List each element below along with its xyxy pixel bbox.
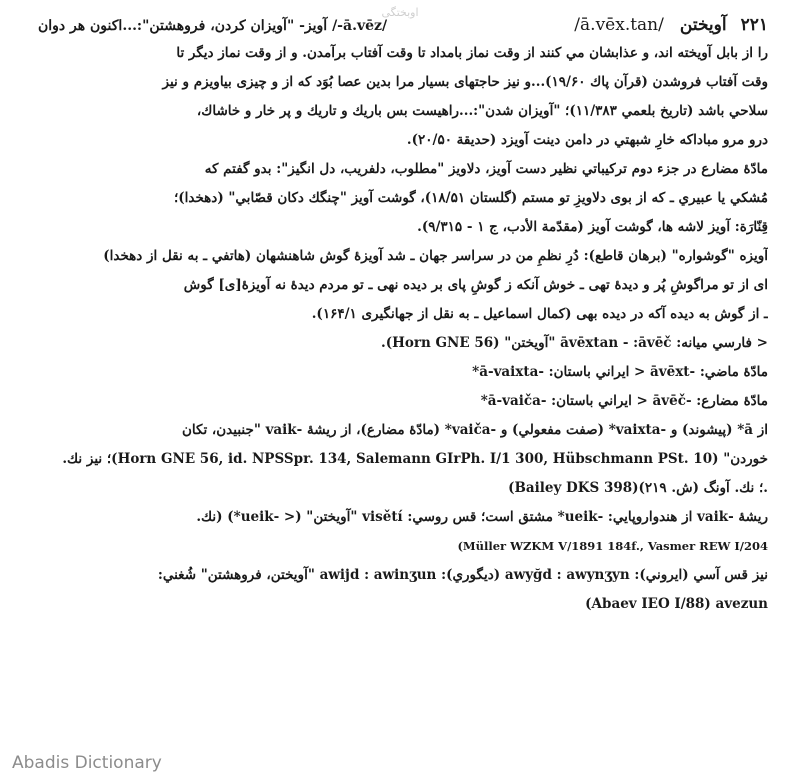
entry-line: سلاحي باشد (تاريخ بلعمي ۱۱/۳۸۳)؛ "آويزان شدن":...راهيست بس باريك و تاريك و پر خار و خاشاك، <box>196 103 768 119</box>
entry-line: آويزه "گوشواره" (برهان قاطع): دُرِ نظمِ من در سراسر جهان ـ شد آويزهٔ گوش شاهنشهان (هاتفي ـ به نقل از دهخدا) <box>103 248 768 264</box>
entry-line: اى از تو مراگوشِ پُر و ديدهٔ تهى ـ خوش آنكه ز گوشِ پاى بر ديده نهى ـ تو مردم ديدهٔ نه آويزهٔ[ى] گوش <box>183 277 768 293</box>
entry-header <box>38 12 768 39</box>
entry-line: نيز قس آسي (ايروني): awyğd : awynʒyn (ديگوري): awijd : awinʒun "آويختن، فروهشتن" شُغني: <box>157 567 768 583</box>
entry-line: (Bailey DKS 398)؛ نك. آونگ (ش. ۲۱۹). <box>508 480 768 496</box>
header-right <box>564 12 768 38</box>
entry-line: مادّهٔ ماضي: -āvēxt < ايراني باستان: -ā-vaixta* <box>472 364 768 380</box>
entry-line: (Müller WZKM V/1891 184f., Vasmer REW I/204 <box>457 539 768 553</box>
entry-line: مُشكي يا عبيري ـ كه از بوى دلاويزِ تو مستم (گلستان ۱۸/۵۱)، گوشت آويز "چنگك دكان قصّابي" (دهخدا)؛ <box>173 190 768 206</box>
entry-line: < فارسي ميانه: āvēxtan - :āvēč "آويختن" (Horn GNE 56). <box>381 335 768 351</box>
entry-line: (Abaev IEO I/88) avezun <box>585 596 768 612</box>
page-number: ۲۲۱ <box>740 15 768 35</box>
site-watermark-bottom: Abadis Dictionary <box>12 753 162 773</box>
entry-line: وقت آفتاب فروشدن (قرآن پاك ۱۹/۶۰)...و نيز حاجتهاى بسيار مرا بدين عصا بُوَد كه از و چيزى بياويزم و نيز <box>162 74 768 90</box>
entry-line: از ā* (پيشوند) و -vaixta* (صفت مفعولي) و -vaiča* (مادّهٔ مضارع)، از ريشهٔ -vaik "جنبيدن، تكان <box>181 422 768 438</box>
dictionary-page <box>38 12 768 619</box>
entry-body <box>38 39 768 619</box>
headword: آويختن <box>679 15 727 35</box>
entry-line: خوردن" (Horn GNE 56, id. NPSSpr. 134, Salemann GIrPh. I/1 300, Hübschmann PSt. 10)؛ نيز نك. <box>62 451 768 467</box>
entry-line: مادّهٔ مضارع: -āvēč < ايراني باستان: -ā-vaiča* <box>480 393 768 409</box>
entry-line: مادّهٔ مضارع در جزء دوم تركيباتي نظير دست آويز، دلاويز "مطلوب، دلفريب، دل انگيز": بدو گفتم كه <box>204 161 768 177</box>
headword-gloss: /ā.vēz-/ آويز- "آويزان كردن، فروهشتن":...اكنون هر دوان <box>38 18 388 34</box>
entry-line: درو مرو مباداكه خارِ شبهتي در دامن دينت آويزد (حديقة ۲۰/۵۰). <box>406 132 768 148</box>
entry-line: ريشهٔ -vaik از هندواروپايي: -ueik* مشتق است؛ قس روسي: visětí "آويختن" (< -ueik*) (نك. <box>196 509 768 525</box>
entry-line: قِنّارَة: آويز لاشه ها، گوشت آويز (مقدّمة الأدب، ج ۱ - ۹/۳۱۵). <box>417 219 768 235</box>
entry-line: را از بابل آويخته اند، و عذابشان مي كنند از وقت نماز بامداد تا وقت آفتاب برآمدن. و از وقت نماز ديگر تا <box>176 45 768 61</box>
entry-line: ـ از گوش به ديده آكه در ديده بهى (كمال اسماعيل ـ به نقل از جهانگيرى ۱۶۴/۱). <box>311 306 768 322</box>
headword-transcription: /ā.vēx.tan/ <box>574 15 664 35</box>
site-watermark-top: اوبختگی <box>381 6 419 19</box>
